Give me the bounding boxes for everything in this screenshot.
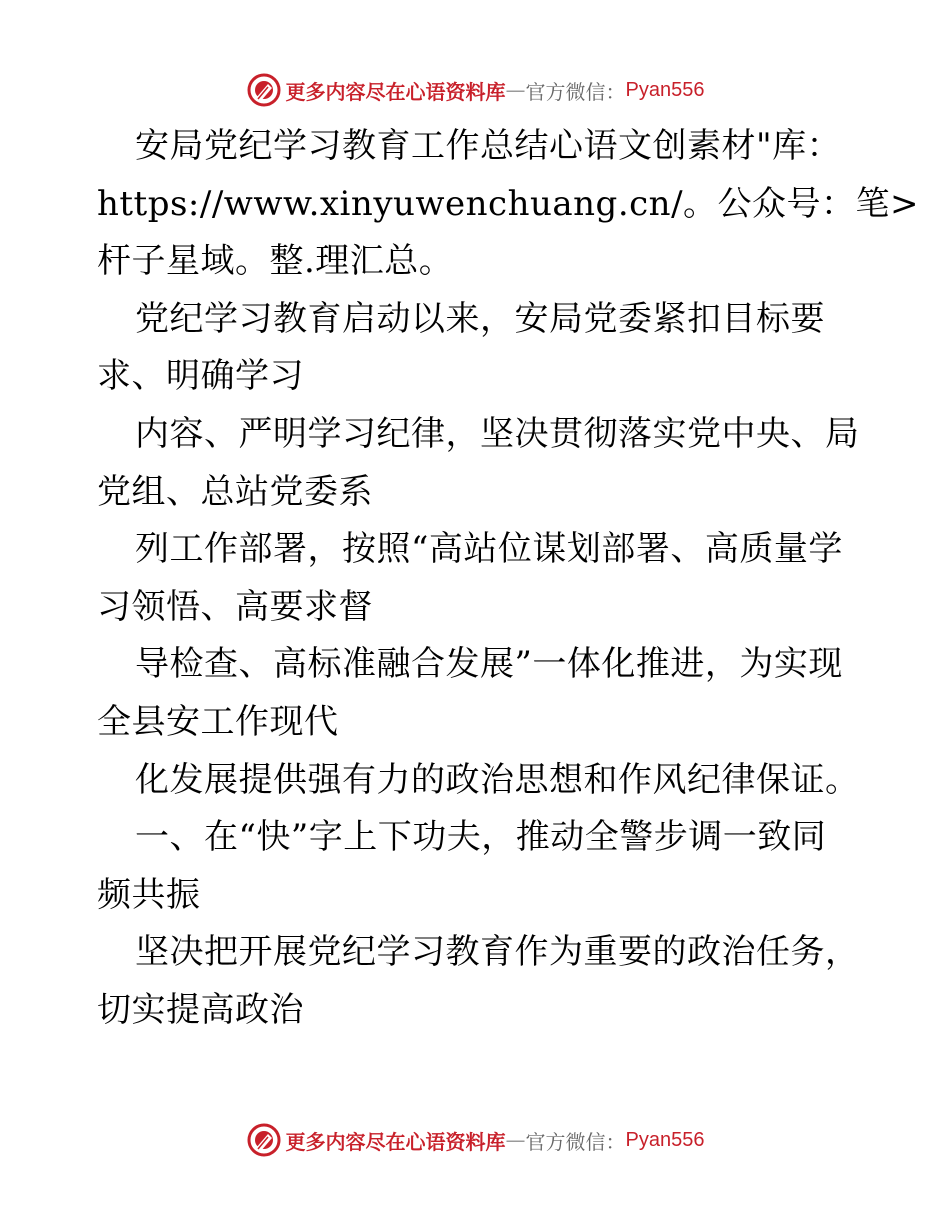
body-line: 习领悟、高要求督 bbox=[97, 586, 373, 627]
banner-brand-text: 更多内容尽在心语资料库 bbox=[285, 79, 506, 104]
banner-dash: — bbox=[505, 1128, 526, 1152]
banner-wechat-label: 官方微信： bbox=[525, 1129, 626, 1154]
body-line: https://www.xinyuwenchuang.cn/。公众号：笔> bbox=[97, 183, 920, 224]
body-line: 导检查、高标准融合发展”一体化推进，为实现 bbox=[135, 644, 843, 685]
pen-nib-logo-icon bbox=[246, 72, 282, 108]
body-line: 内容、严明学习纪律，坚决贯彻落实党中央、局 bbox=[135, 413, 860, 454]
body-line: 化发展提供强有力的政治思想和作风纪律保证。 bbox=[135, 759, 860, 800]
banner-brand-text: 更多内容尽在心语资料库 bbox=[285, 1129, 506, 1154]
section-heading-line: 一、在“快”字上下功夫，推动全警步调一致同 bbox=[135, 817, 827, 858]
body-line: 坚决把开展党纪学习教育作为重要的政治任务， bbox=[135, 932, 860, 973]
header-banner bbox=[0, 70, 950, 110]
section-heading-line: 频共振 bbox=[97, 874, 201, 915]
body-line: 切实提高政治 bbox=[97, 989, 304, 1030]
body-line: 全县安工作现代 bbox=[97, 701, 339, 742]
footer-banner bbox=[0, 1120, 950, 1160]
body-line: 党纪学习教育启动以来，安局党委紧扣目标要 bbox=[135, 298, 825, 339]
banner-wechat-label: 官方微信： bbox=[525, 79, 626, 104]
body-line: 列工作部署，按照“高站位谋划部署、高质量学 bbox=[135, 529, 843, 570]
banner-wechat-account: Pyan556 bbox=[625, 78, 705, 101]
document-body bbox=[97, 118, 920, 1040]
banner-wechat-account: Pyan556 bbox=[625, 1128, 705, 1151]
banner-dash: — bbox=[505, 78, 526, 102]
body-line: 杆子星域。整.理汇总。 bbox=[97, 241, 454, 282]
body-line: 党组、总站党委系 bbox=[97, 471, 373, 512]
body-line: 求、明确学习 bbox=[97, 356, 304, 397]
body-line: 安局党纪学习教育工作总结心语文创素材"库： bbox=[135, 126, 842, 166]
pen-nib-logo-icon bbox=[246, 1122, 282, 1158]
